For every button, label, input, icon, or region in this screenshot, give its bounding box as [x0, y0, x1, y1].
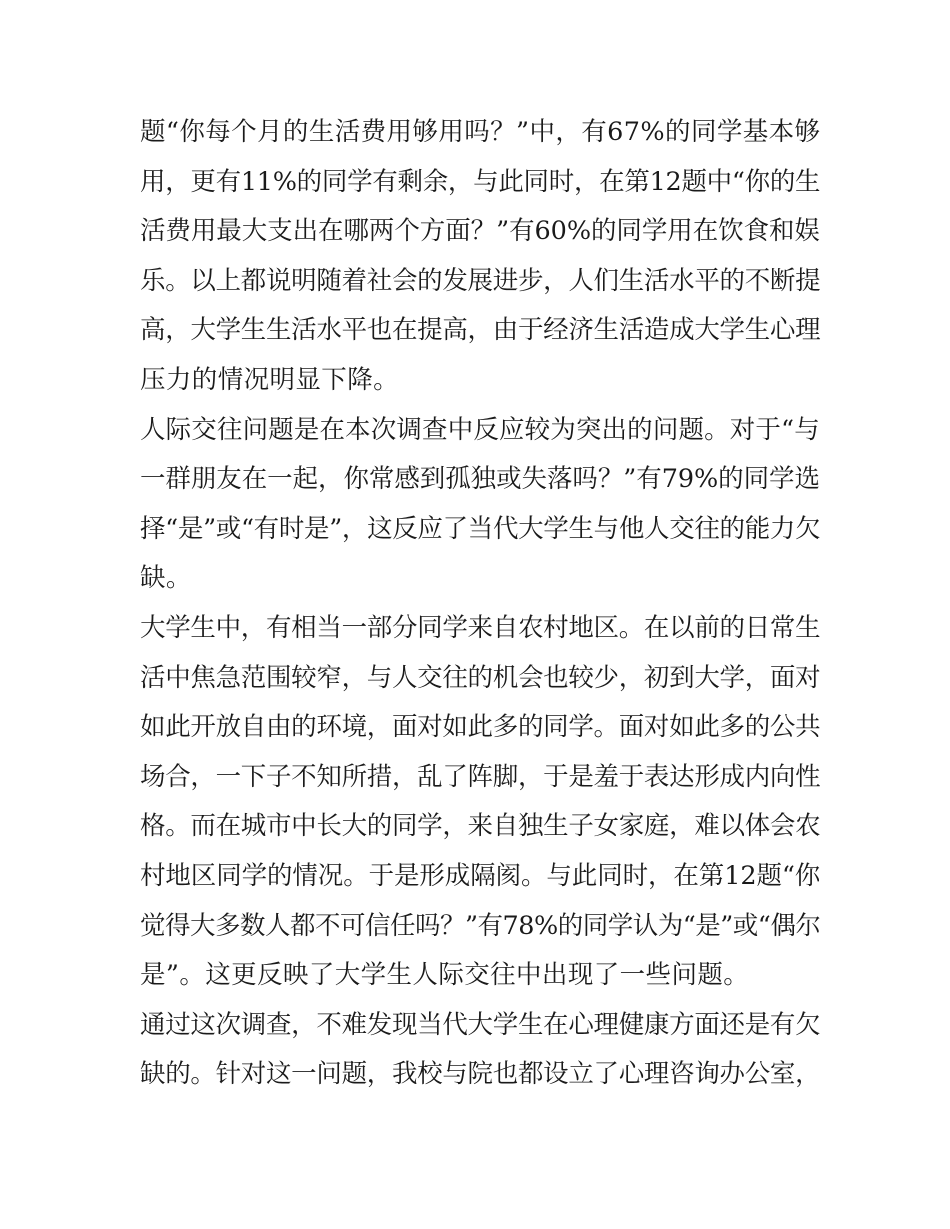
paragraph-rural-urban-students	[140, 604, 820, 1001]
text-line: 题“你每个月的生活费用够用吗？”中，有67%的同学基本够	[140, 117, 821, 147]
text-line: 大学生中，有相当一部分同学来自农村地区。在以前的日常生	[140, 612, 821, 643]
text-line: 场合，一下子不知所措，乱了阵脚，于是羞于表达形成内向性	[140, 761, 821, 792]
text-line: 是”。这更反映了大学生人际交往中出现了一些问题。	[140, 960, 750, 991]
paragraph-interpersonal-issues	[140, 406, 820, 604]
text-line: 活中焦急范围较窄，与人交往的机会也较少，初到大学，面对	[140, 662, 821, 693]
text-line: 格。而在城市中长大的同学，来自独生子女家庭，难以体会农	[140, 811, 821, 842]
text-line: 一群朋友在一起，你常感到孤独或失落吗？”有79%的同学选	[140, 464, 820, 495]
text-line: 压力的情况明显下降。	[140, 364, 400, 395]
text-line: 村地区同学的情况。于是形成隔阂。与此同时，在第12题“你	[140, 860, 821, 891]
text-line: 人际交往问题是在本次调查中反应较为突出的问题。对于“与	[140, 414, 820, 445]
text-line: 觉得大多数人都不可信任吗？”有78%的同学认为“是”或“偶尔	[140, 910, 821, 941]
text-line: 活费用最大支出在哪两个方面？”有60%的同学用在饮食和娱	[140, 216, 820, 247]
text-line: 缺。	[140, 563, 192, 594]
text-line: 缺的。针对这一问题，我校与院也都设立了心理咨询办公室，	[140, 1059, 821, 1090]
text-line: 择“是”或“有时是”，这反应了当代大学生与他人交往的能力欠	[140, 513, 821, 544]
text-line: 乐。以上都说明随着社会的发展进步，人们生活水平的不断提	[140, 265, 821, 296]
paragraph-survey-conclusion	[140, 1001, 820, 1100]
text-line: 通过这次调查，不难发现当代大学生在心理健康方面还是有欠	[140, 1009, 821, 1040]
document-body	[140, 108, 820, 1100]
paragraph-living-expenses	[140, 108, 820, 406]
text-line: 如此开放自由的环境，面对如此多的同学。面对如此多的公共	[140, 712, 821, 743]
text-line: 高，大学生生活水平也在提高，由于经济生活造成大学生心理	[140, 315, 821, 346]
text-line: 用，更有11%的同学有剩余，与此同时，在第12题中“你的生	[140, 166, 821, 197]
